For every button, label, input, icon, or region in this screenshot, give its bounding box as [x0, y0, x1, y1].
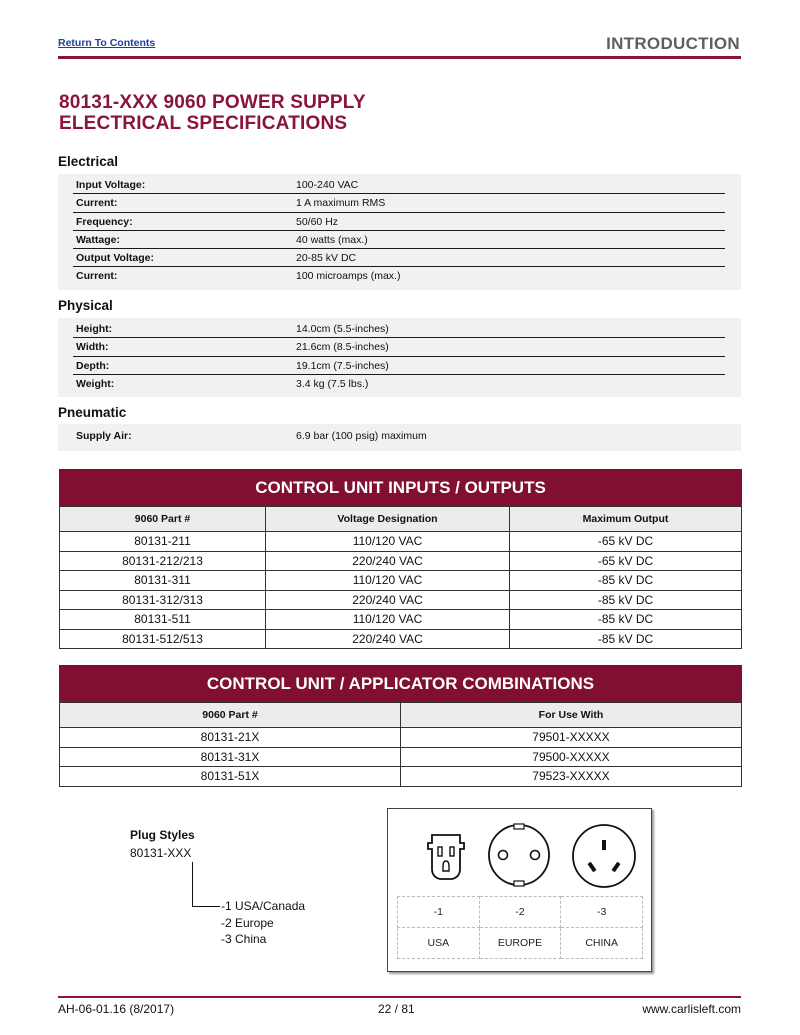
plug-bracket	[192, 862, 220, 907]
table-cell: -65 kV DC	[510, 532, 742, 552]
china-plug-icon	[570, 822, 638, 890]
header-divider	[58, 56, 741, 59]
spec-value: 50/60 Hz	[296, 215, 339, 228]
physical-heading: Physical	[58, 298, 113, 313]
spec-value: 40 watts (max.)	[296, 233, 368, 246]
spec-label: Weight:	[76, 377, 115, 390]
document-number: AH-06-01.16 (8/2017)	[58, 1002, 175, 1016]
table-cell: 79523-XXXXX	[401, 767, 742, 787]
spec-label: Width:	[76, 341, 109, 354]
page-number: 22 / 81	[378, 1002, 415, 1016]
spec-row	[58, 213, 741, 231]
table-cell: 80131-311	[60, 571, 266, 591]
europe-plug-icon	[484, 822, 554, 888]
spec-row	[58, 338, 741, 356]
spec-label: Depth:	[76, 359, 110, 372]
spec-value: 19.1cm (7.5-inches)	[296, 359, 389, 372]
table-row	[60, 532, 742, 552]
spec-label: Input Voltage:	[76, 179, 146, 191]
table-cell: 110/120 VAC	[266, 532, 510, 552]
table-cell: -65 kV DC	[510, 551, 742, 571]
table-cell: 80131-512/513	[60, 629, 266, 649]
spec-value: 100 microamps (max.)	[296, 270, 401, 283]
website: www.carlisleft.com	[642, 1002, 741, 1016]
plug-code: -2	[479, 897, 561, 928]
physical-specs	[58, 318, 741, 397]
table-cell: 80131-511	[60, 610, 266, 630]
spec-row	[58, 357, 741, 375]
table-row	[60, 629, 742, 649]
table-row	[60, 747, 742, 767]
electrical-heading: Electrical	[58, 154, 119, 169]
spec-row	[58, 176, 741, 194]
page-title	[59, 92, 366, 134]
column-header: Maximum Output	[510, 507, 742, 532]
table-cell: 220/240 VAC	[266, 629, 510, 649]
spec-row	[58, 375, 741, 393]
combinations-table	[59, 665, 742, 787]
pneumatic-specs	[58, 424, 741, 451]
table-cell: 80131-31X	[60, 747, 401, 767]
plug-grid	[397, 896, 643, 959]
spec-label: Supply Air:	[76, 430, 132, 442]
section-title: INTRODUCTION	[606, 34, 740, 53]
table-cell: -85 kV DC	[510, 629, 742, 649]
table-row	[60, 590, 742, 610]
table-row	[60, 610, 742, 630]
plug-code: -1	[398, 897, 480, 928]
spec-label: Height:	[76, 323, 113, 335]
plug-diagram	[387, 808, 652, 972]
pneumatic-heading: Pneumatic	[58, 405, 127, 420]
spec-row	[58, 249, 741, 267]
spec-value: 3.4 kg (7.5 lbs.)	[296, 377, 369, 390]
spec-value: 100-240 VAC	[296, 179, 359, 191]
plug-name: EUROPE	[479, 928, 561, 959]
plug-option: -3 China	[221, 932, 267, 946]
spec-value: 20-85 kV DC	[296, 252, 357, 265]
spec-row	[58, 231, 741, 249]
table-cell: 220/240 VAC	[266, 590, 510, 610]
plug-name: CHINA	[561, 928, 643, 959]
table-cell: 80131-211	[60, 532, 266, 552]
column-header: 9060 Part #	[60, 507, 266, 532]
column-header: Voltage Designation	[266, 507, 510, 532]
spec-value: 6.9 bar (100 psig) maximum	[296, 430, 427, 442]
plug-option: -1 USA/Canada	[221, 899, 306, 913]
table-cell: -85 kV DC	[510, 610, 742, 630]
table-row	[60, 551, 742, 571]
table-cell: -85 kV DC	[510, 571, 742, 591]
plug-option: -2 Europe	[221, 915, 274, 930]
spec-label: Output Voltage:	[76, 252, 154, 265]
table-row	[60, 728, 742, 748]
column-header: For Use With	[401, 703, 742, 728]
plug-part-number: 80131-XXX	[130, 846, 192, 860]
page-title-line-1: 80131-XXX 9060 POWER SUPPLY	[59, 92, 366, 113]
spec-row	[58, 427, 741, 445]
plug-options-list	[221, 898, 305, 948]
table-cell: 80131-212/213	[60, 551, 266, 571]
io-table	[59, 469, 742, 649]
footer-divider	[58, 996, 741, 998]
spec-label: Current:	[76, 270, 118, 283]
column-header: 9060 Part #	[60, 703, 401, 728]
spec-label: Wattage:	[76, 233, 120, 246]
spec-value: 14.0cm (5.5-inches)	[296, 323, 389, 335]
table-cell: 80131-312/313	[60, 590, 266, 610]
table-cell: -85 kV DC	[510, 590, 742, 610]
page-title-line-2: ELECTRICAL SPECIFICATIONS	[59, 113, 348, 134]
plug-name: USA	[398, 928, 480, 959]
spec-label: Frequency:	[76, 215, 133, 228]
electrical-specs	[58, 174, 741, 290]
spec-value: 21.6cm (8.5-inches)	[296, 341, 389, 354]
usa-plug-icon	[424, 829, 468, 883]
table-cell: 110/120 VAC	[266, 571, 510, 591]
spec-label: Current:	[76, 197, 118, 210]
table-cell: 79500-XXXXX	[401, 747, 742, 767]
spec-value: 1 A maximum RMS	[296, 197, 386, 210]
table-cell: 220/240 VAC	[266, 551, 510, 571]
spec-row	[58, 194, 741, 212]
combinations-table-title: CONTROL UNIT / APPLICATOR COMBINATIONS	[60, 666, 742, 703]
table-cell: 80131-51X	[60, 767, 401, 787]
plug-styles-title: Plug Styles	[130, 828, 195, 842]
table-row	[60, 571, 742, 591]
return-to-contents-link[interactable]: Return To Contents	[58, 37, 156, 49]
table-cell: 79501-XXXXX	[401, 728, 742, 748]
table-cell: 80131-21X	[60, 728, 401, 748]
spec-row	[58, 320, 741, 338]
spec-row	[58, 267, 741, 285]
table-cell: 110/120 VAC	[266, 610, 510, 630]
io-table-title: CONTROL UNIT INPUTS / OUTPUTS	[60, 470, 742, 507]
table-row	[60, 767, 742, 787]
plug-code: -3	[561, 897, 643, 928]
